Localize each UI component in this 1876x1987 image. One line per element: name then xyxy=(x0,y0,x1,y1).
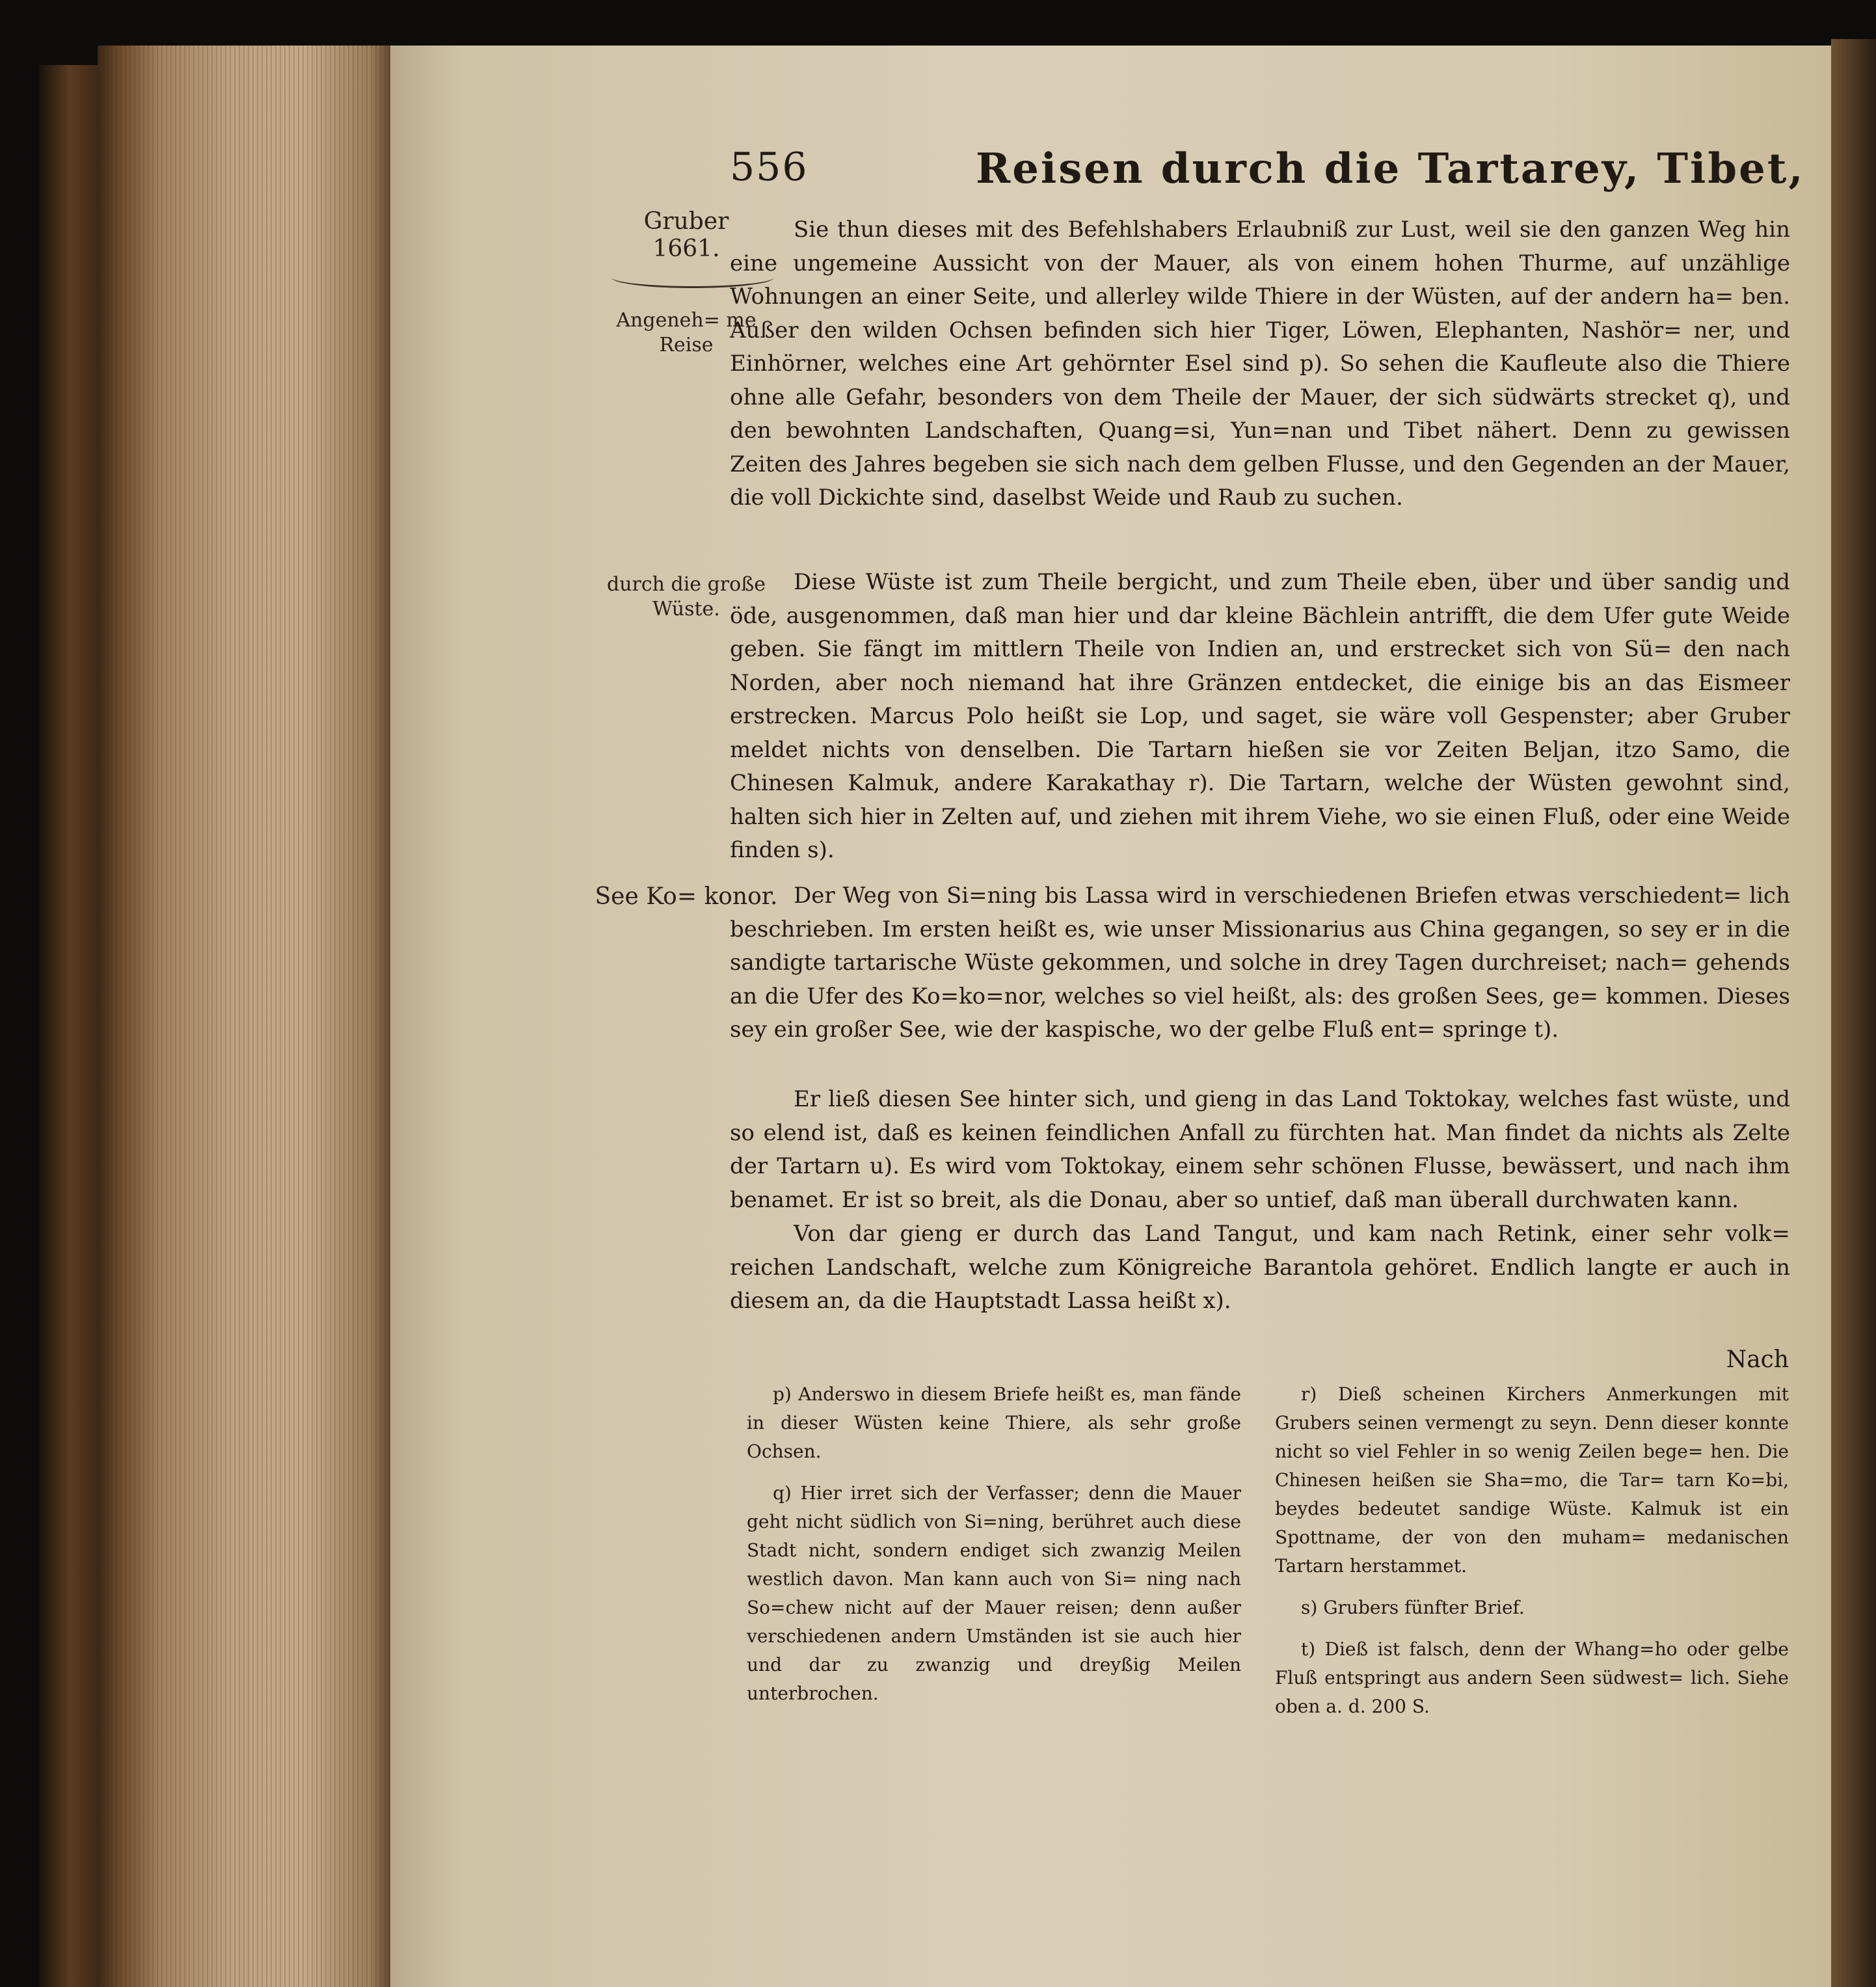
footnote-t: t) Dieß ist falsch, denn der Whang=ho oder gelbe Fluß entspringt aus andern Seen südwest= lich. Siehe oben a. d. 200 S. xyxy=(1275,1638,1789,1717)
margin-author: Gruber xyxy=(643,208,729,235)
footnote-q: q) Hier irret sich der Verfasser; denn die Mauer geht nicht südlich von Si=ning, berühret auch diese Stadt nicht, sondern endiget sich zwanzig Meilen westlich davon. Man kann auch von Si= ning nach So=chew nicht auf der Mauer reisen; denn außer verschiedenen andern Umständen ist sie auch hier und dar zu zwanzig und dreyßig Meilen unterbrochen. xyxy=(747,1482,1241,1704)
page-block-edge xyxy=(98,46,394,1987)
running-head xyxy=(390,144,1831,209)
footnotes-left-column xyxy=(747,1380,1241,1721)
paragraph-3 xyxy=(730,879,1790,1047)
margin-year: 1661. xyxy=(652,235,720,262)
book-page xyxy=(390,46,1831,1987)
paragraph-1-text: Sie thun dieses mit des Befehlshabers Erlaubniß zur Lust, weil sie den ganzen Weg hin eine ungemeine Aussicht von der Mauer, als von einem hohen Thurme, auf unzählige Wohnungen an einer Seite, und allerley wilde Thiere in der Wüsten, auf der andern ha= ben. Außer den wilden Ochsen befinden sich hier Tiger, Löwen, Elephanten, Nashör= ner, und Einhörner, welches eine Art gehörnter Esel sind p). So sehen die Kaufleute also die Thiere ohne alle Gefahr, besonders von dem Theile der Mauer, der sich südwärts strecket q), und den bewohnten Landschaften, Quang=si, Yun=nan und Tibet nähert. Denn zu gewissen Zeiten des Jahres begeben sie sich nach dem gelben Flusse, und den Gegenden an der Mauer, die voll Dickichte sind, daselbst Weide und Raub zu suchen. xyxy=(730,217,1790,511)
paragraph-5 xyxy=(730,1218,1790,1318)
margin-note-desert: durch die große Wüste. xyxy=(606,573,766,620)
paragraph-4-text: Er ließ diesen See hinter sich, und gieng in das Land Toktokay, welches fast wüste, und so elend ist, daß es keinen feindlichen Anfall zu fürchten hat. Man findet da nichts als Zelte der Tartarn u). Es wird vom Toktokay, einem sehr schönen Flusse, bewässert, und nach ihm benamet. Er ist so breit, als die Donau, aber so untief, daß man überall durchwaten kann. xyxy=(730,1086,1790,1213)
page-right-shadow xyxy=(1831,39,1876,1987)
footnote-s: s) Grubers fünfter Brief. xyxy=(1301,1597,1525,1618)
footnotes-right-column xyxy=(1275,1380,1789,1734)
footnote-p: p) Anderswo in diesem Briefe heißt es, man fände in dieser Wüsten keine Thiere, als sehr große Ochsen. xyxy=(747,1383,1241,1462)
book-spine xyxy=(39,65,101,1987)
footnote-r: r) Dieß scheinen Kirchers Anmerkungen mit Grubers seinen vermengt zu seyn. Denn dieser konnte nicht so viel Fehler in so wenig Zeilen bege= hen. Die Chinesen heißen sie Sha=mo, die Tar= tarn Ko=bi, beydes bedeutet sandige Wüste. Kalmuk ist ein Spottname, der von den muham= medanischen Tartarn herstammet. xyxy=(1275,1383,1789,1577)
paragraph-1 xyxy=(730,213,1790,515)
paragraph-2 xyxy=(730,566,1790,868)
paragraph-2-text: Diese Wüste ist zum Theile bergicht, und zum Theile eben, über und über sandig und öde, ausgenommen, daß man hier und dar kleine Bächlein antrifft, die dem Ufer gute Weide geben. Sie fängt im mittlern Theile von Indien an, und erstrecket sich von Sü= den nach Norden, aber noch niemand hat ihre Gränzen entdecket, die einige bis an das Eismeer erstrecken. Marcus Polo heißt sie Lop, und saget, sie wäre voll Gespenster; aber Gruber meldet nichts von denselben. Die Tartarn hießen sie vor Zeiten Beljan, itzo Samo, die Chinesen Kalmuk, andere Karakathay r). Die Tartarn, welche der Wüsten gewohnt sind, halten sich hier in Zelten auf, und ziehen mit ihrem Viehe, wo sie einen Fluß, oder eine Weide finden s). xyxy=(730,569,1790,863)
paragraph-3-text: Der Weg von Si=ning bis Lassa wird in verschiedenen Briefen etwas verschiedent= lich beschrieben. Im ersten heißt es, wie unser Missionarius aus China gegangen, so sey er in die sandigte tartarische Wüste gekommen, und solche in drey Tagen durchreiset; nach= gehends an die Ufer des Ko=ko=nor, welches so viel heißt, als: des großen Sees, ge= kommen. Dieses sey ein großer See, wie der kaspische, wo der gelbe Fluß ent= springe t). xyxy=(730,883,1790,1043)
margin-note-journey: Angeneh= me Reise xyxy=(616,309,757,356)
running-title: Reisen durch die Tartarey, Tibet, xyxy=(976,144,1805,193)
paragraph-5-text: Von dar gieng er durch das Land Tangut, und kam nach Retink, einer sehr volk= reichen Landschaft, welche zum Königreiche Barantola gehöret. Endlich langte er auch in diesem an, da die Hauptstadt Lassa heißt x). xyxy=(730,1221,1790,1314)
page-number: 556 xyxy=(730,144,809,190)
margin-note-lake: See Ko= konor. xyxy=(595,883,778,910)
catchword: Nach xyxy=(1726,1346,1789,1373)
paragraph-4 xyxy=(730,1083,1790,1217)
